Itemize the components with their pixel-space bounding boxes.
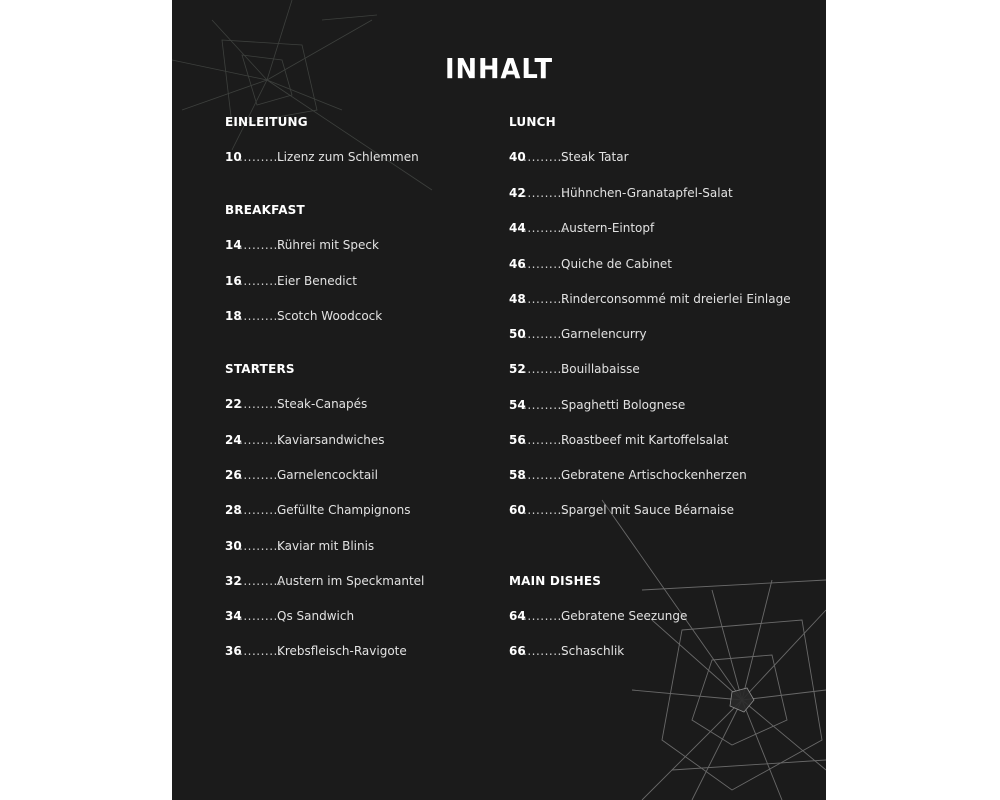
entry-page-number: 56 — [509, 433, 526, 447]
dot-leader — [239, 609, 277, 623]
dot-leader — [239, 397, 277, 411]
entry-page-number: 24 — [225, 433, 242, 447]
contents-page — [172, 0, 826, 800]
entry-title: Garnelencocktail — [277, 468, 378, 482]
entry-page-number: 66 — [509, 644, 526, 658]
dot-leader — [239, 433, 277, 447]
toc-entry[interactable] — [225, 468, 378, 482]
entry-title: Spaghetti Bolognese — [561, 398, 686, 412]
toc-entry[interactable] — [225, 539, 374, 553]
toc-entry[interactable] — [509, 433, 728, 447]
entry-page-number: 26 — [225, 468, 242, 482]
entry-page-number: 28 — [225, 503, 242, 517]
entry-title: Schaschlik — [561, 644, 625, 658]
section-heading: MAIN DISHES — [509, 574, 602, 588]
dot-leader — [523, 257, 561, 271]
entry-title: Qs Sandwich — [277, 609, 355, 623]
page-title: INHALT — [445, 52, 553, 85]
entry-title: Scotch Woodcock — [277, 309, 383, 323]
dot-leader — [523, 186, 561, 200]
toc-entry[interactable] — [225, 574, 424, 588]
dot-leader — [239, 644, 277, 658]
dot-leader — [523, 468, 561, 482]
entry-title: Hühnchen-Granatapfel-Salat — [561, 186, 733, 200]
section-heading: LUNCH — [509, 115, 556, 129]
toc-entry[interactable] — [509, 398, 685, 412]
toc-entry[interactable] — [225, 609, 354, 623]
entry-title: Steak Tatar — [561, 150, 629, 164]
toc-entry[interactable] — [509, 221, 654, 235]
dot-leader — [523, 433, 561, 447]
dot-leader — [523, 503, 561, 517]
entry-title: Krebsfleisch-Ravigote — [277, 644, 407, 658]
entry-title: Garnelencurry — [561, 327, 647, 341]
entry-page-number: 64 — [509, 609, 526, 623]
toc-entry[interactable] — [225, 503, 410, 517]
toc-entry[interactable] — [225, 433, 385, 447]
entry-title: Kaviar mit Blinis — [277, 539, 375, 553]
entry-page-number: 52 — [509, 362, 526, 376]
toc-entry[interactable] — [509, 468, 747, 482]
dot-leader — [239, 274, 277, 288]
toc-entry[interactable] — [225, 150, 419, 164]
entry-page-number: 34 — [225, 609, 242, 623]
entry-page-number: 58 — [509, 468, 526, 482]
entry-title: Rinderconsommé mit dreierlei Einlage — [561, 292, 791, 306]
section-heading: EINLEITUNG — [225, 115, 308, 129]
dot-leader — [239, 539, 277, 553]
dot-leader — [239, 150, 277, 164]
entry-title: Gefüllte Champignons — [277, 503, 411, 517]
toc-entry[interactable] — [509, 292, 791, 306]
entry-title: Austern im Speckmantel — [277, 574, 425, 588]
dot-leader — [523, 292, 561, 306]
entry-title: Spargel mit Sauce Béarnaise — [561, 503, 734, 517]
entry-page-number: 30 — [225, 539, 242, 553]
entry-page-number: 54 — [509, 398, 526, 412]
entry-page-number: 14 — [225, 238, 242, 252]
dot-leader — [523, 644, 561, 658]
dot-leader — [523, 221, 561, 235]
entry-page-number: 50 — [509, 327, 526, 341]
entry-title: Kaviarsandwiches — [277, 433, 385, 447]
entry-title: Gebratene Seezunge — [561, 609, 688, 623]
entry-page-number: 36 — [225, 644, 242, 658]
entry-title: Eier Benedict — [277, 274, 357, 288]
entry-title: Rührei mit Speck — [277, 238, 379, 252]
toc-entry[interactable] — [225, 274, 357, 288]
dot-leader — [239, 238, 277, 252]
dot-leader — [239, 574, 277, 588]
toc-entry[interactable] — [509, 609, 687, 623]
entry-title: Austern-Eintopf — [561, 221, 655, 235]
entry-page-number: 40 — [509, 150, 526, 164]
dot-leader — [523, 609, 561, 623]
section-heading: STARTERS — [225, 362, 295, 376]
dot-leader — [523, 362, 561, 376]
entry-page-number: 10 — [225, 150, 242, 164]
toc-entry[interactable] — [509, 644, 624, 658]
toc-entry[interactable] — [509, 257, 672, 271]
toc-entry[interactable] — [509, 503, 734, 517]
dot-leader — [239, 468, 277, 482]
dot-leader — [523, 398, 561, 412]
entry-title: Gebratene Artischockenherzen — [561, 468, 747, 482]
toc-entry[interactable] — [509, 150, 629, 164]
entry-page-number: 48 — [509, 292, 526, 306]
entry-title: Bouillabaisse — [561, 362, 640, 376]
toc-entry[interactable] — [509, 327, 647, 341]
entry-page-number: 32 — [225, 574, 242, 588]
toc-entry[interactable] — [225, 238, 379, 252]
entry-page-number: 42 — [509, 186, 526, 200]
dot-leader — [523, 150, 561, 164]
entry-title: Quiche de Cabinet — [561, 257, 672, 271]
toc-entry[interactable] — [225, 397, 367, 411]
entry-title: Steak-Canapés — [277, 397, 368, 411]
entry-page-number: 22 — [225, 397, 242, 411]
toc-entry[interactable] — [225, 644, 407, 658]
toc-entry[interactable] — [509, 186, 733, 200]
entry-page-number: 18 — [225, 309, 242, 323]
entry-page-number: 16 — [225, 274, 242, 288]
entry-title: Roastbeef mit Kartoffelsalat — [561, 433, 729, 447]
dot-leader — [239, 503, 277, 517]
entry-page-number: 44 — [509, 221, 526, 235]
entry-page-number: 46 — [509, 257, 526, 271]
dot-leader — [523, 327, 561, 341]
section-heading: BREAKFAST — [225, 203, 305, 217]
toc-entry[interactable] — [509, 362, 640, 376]
entry-page-number: 60 — [509, 503, 526, 517]
entry-title: Lizenz zum Schlemmen — [277, 150, 419, 164]
toc-entry[interactable] — [225, 309, 382, 323]
dot-leader — [239, 309, 277, 323]
